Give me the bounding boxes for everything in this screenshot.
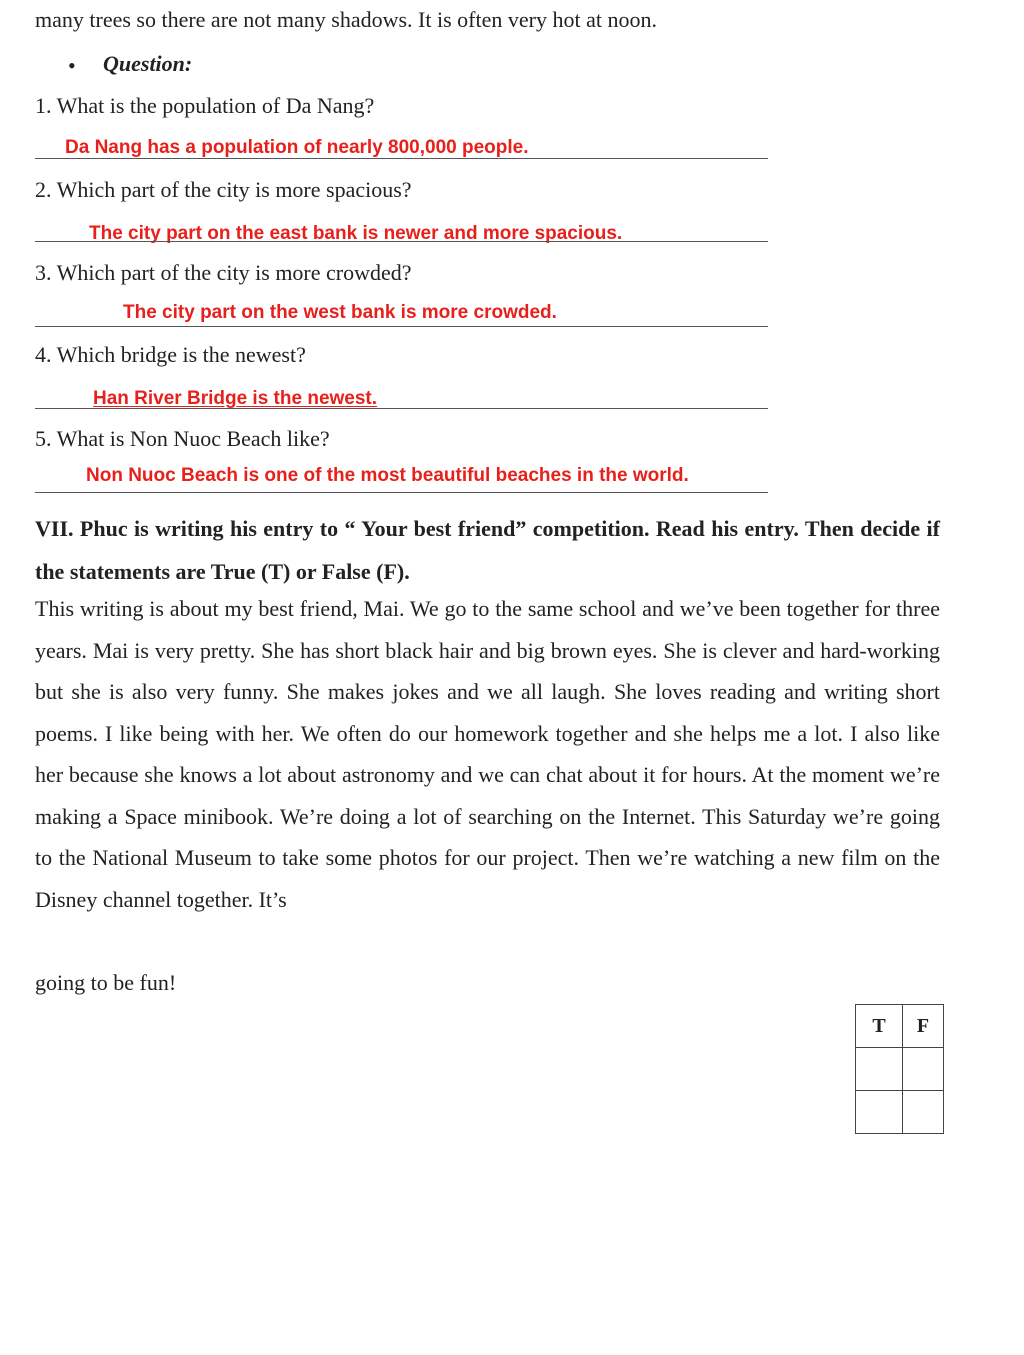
question-5 [35, 425, 330, 453]
false-cell[interactable] [903, 1048, 944, 1091]
answer-2: The city part on the east bank is newer and more spacious. [89, 223, 623, 244]
question-2 [35, 176, 412, 204]
question-text: What is the population of Da Nang? [56, 93, 375, 118]
question-number: 1. [35, 93, 52, 118]
question-text: What is Non Nuoc Beach like? [56, 426, 330, 451]
question-number: 5. [35, 426, 52, 451]
table-row [856, 1048, 944, 1091]
question-text: Which bridge is the newest? [56, 342, 306, 367]
question-number: 3. [35, 260, 52, 285]
true-false-table [855, 1004, 944, 1134]
reading-passage: This writing is about my best friend, Mai. We go to the same school and we’ve been together for three years. Mai is very pretty. She has short black hair and big brown eyes. She is clever and hard-working but she is also very funny. She makes jokes and we all laugh. She loves reading and writing short poems. I like being with her. We often do our homework together and she helps me a lot. I also like her because she knows a lot about astronomy and we can chat about it for hours. At the moment we’re making a Space minibook. We’re doing a lot of searching on the Internet. This Saturday we’re going to the National Museum to take some photos for our project. Then we’re watching a new film on the Disney channel together. It’s [35, 596, 940, 912]
question-3 [35, 259, 412, 287]
question-1 [35, 92, 374, 120]
answer-3: The city part on the west bank is more crowded. [123, 302, 557, 323]
answer-5: Non Nuoc Beach is one of the most beautiful beaches in the world. [86, 465, 689, 486]
intro-line: many trees so there are not many shadows. It is often very hot at noon. [35, 7, 657, 32]
answer-line-4 [35, 408, 768, 409]
false-column-header: F [903, 1005, 944, 1048]
section-vii-title: VII. Phuc is writing his entry to “ Your best friend” competition. Read his entry. Then decide if the statements are True (T) or False (F). [35, 516, 940, 584]
question-text: Which part of the city is more spacious? [56, 177, 412, 202]
bullet-point: • [68, 53, 76, 78]
false-cell[interactable] [903, 1091, 944, 1134]
answer-line-5 [35, 492, 768, 493]
question-text: Which part of the city is more crowded? [56, 260, 412, 285]
answer-line-1 [35, 158, 768, 159]
true-cell[interactable] [856, 1048, 903, 1091]
question-number: 2. [35, 177, 52, 202]
question-heading: Question: [103, 51, 193, 76]
answer-4: Han River Bridge is the newest. [93, 388, 378, 409]
question-4 [35, 341, 306, 369]
true-cell[interactable] [856, 1091, 903, 1134]
true-column-header: T [856, 1005, 903, 1048]
answer-line-3 [35, 326, 768, 327]
table-header-row [856, 1005, 944, 1048]
question-number: 4. [35, 342, 52, 367]
answer-line-2 [35, 241, 768, 242]
answer-1: Da Nang has a population of nearly 800,000 people. [65, 137, 529, 158]
table-row [856, 1091, 944, 1134]
reading-passage-end: going to be fun! [35, 970, 177, 995]
